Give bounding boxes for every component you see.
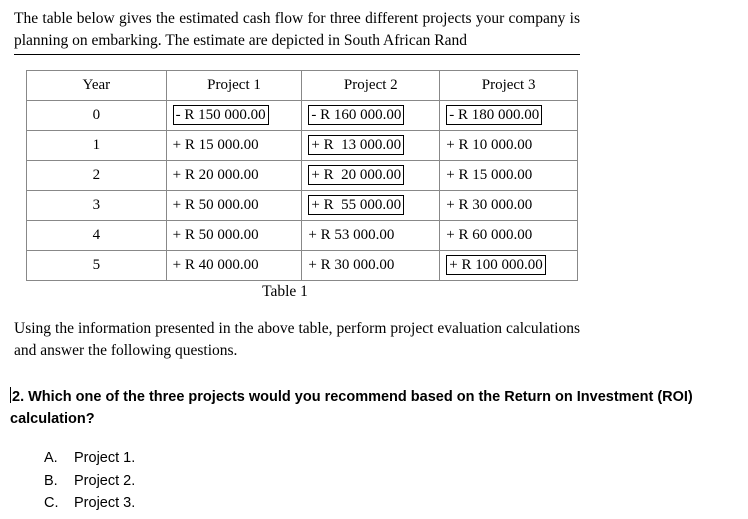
project-1-cell: + R 50 000.00 [166, 221, 302, 251]
header-project-3: Project 3 [440, 71, 578, 101]
option-text: Project 3. [74, 495, 136, 511]
option-letter: A. [44, 450, 58, 466]
project-3-cell: + R 10 000.00 [440, 131, 578, 161]
question-block [10, 386, 740, 430]
option-letter: B. [44, 472, 58, 489]
project-3-cell: + R 15 000.00 [440, 161, 578, 191]
project-2-cell: - R 160 000.00 [302, 101, 440, 131]
project-1-cell: + R 15 000.00 [166, 131, 302, 161]
project-1-cell: + R 50 000.00 [166, 191, 302, 221]
header-year: Year [27, 71, 167, 101]
table-row [27, 191, 578, 221]
year-cell: 1 [27, 131, 167, 161]
intro-paragraph [14, 8, 580, 55]
table-header-row [27, 71, 578, 101]
cash-flow-table [26, 70, 578, 281]
table-row [27, 221, 578, 251]
project-2-cell: + R 30 000.00 [302, 251, 440, 281]
project-1-cell: + R 40 000.00 [166, 251, 302, 281]
table-row [27, 131, 578, 161]
text-cursor [10, 387, 11, 403]
option-b[interactable] [44, 470, 135, 493]
table-caption: Table 1 [262, 283, 308, 300]
project-1-cell: - R 150 000.00 [166, 101, 302, 131]
header-project-1: Project 1 [166, 71, 302, 101]
year-cell: 0 [27, 101, 167, 131]
project-3-cell: + R 60 000.00 [440, 221, 578, 251]
answer-options [44, 447, 135, 515]
project-2-cell: + R 13 000.00 [302, 131, 440, 161]
table-row [27, 251, 578, 281]
project-1-cell: + R 20 000.00 [166, 161, 302, 191]
year-cell: 2 [27, 161, 167, 191]
cash-flow-table-container [26, 70, 578, 281]
year-cell: 4 [27, 221, 167, 251]
option-text: Project 2. [74, 472, 136, 489]
instruction-paragraph: Using the information presented in the above table, perform project evaluation calculations and answer the following questions. [14, 320, 580, 359]
option-a[interactable] [44, 447, 135, 470]
project-2-cell: + R 55 000.00 [302, 191, 440, 221]
table-row [27, 161, 578, 191]
year-cell: 5 [27, 251, 167, 281]
project-3-cell: + R 30 000.00 [440, 191, 578, 221]
option-c[interactable] [44, 492, 135, 515]
option-letter: C. [44, 495, 59, 511]
intro-text: The table below gives the estimated cash flow for three different projects your company is planning on embarking. The estimate are depicted in South African Rand [14, 10, 580, 49]
table-row [27, 101, 578, 131]
project-3-cell: + R 100 000.00 [440, 251, 578, 281]
project-2-cell: + R 20 000.00 [302, 161, 440, 191]
year-cell: 3 [27, 191, 167, 221]
option-text: Project 1. [74, 450, 136, 466]
project-3-cell: - R 180 000.00 [440, 101, 578, 131]
question-text: 2. Which one of the three projects would you recommend based on the Return on Investment (ROI) calculation? [10, 389, 693, 427]
header-project-2: Project 2 [302, 71, 440, 101]
project-2-cell: + R 53 000.00 [302, 221, 440, 251]
